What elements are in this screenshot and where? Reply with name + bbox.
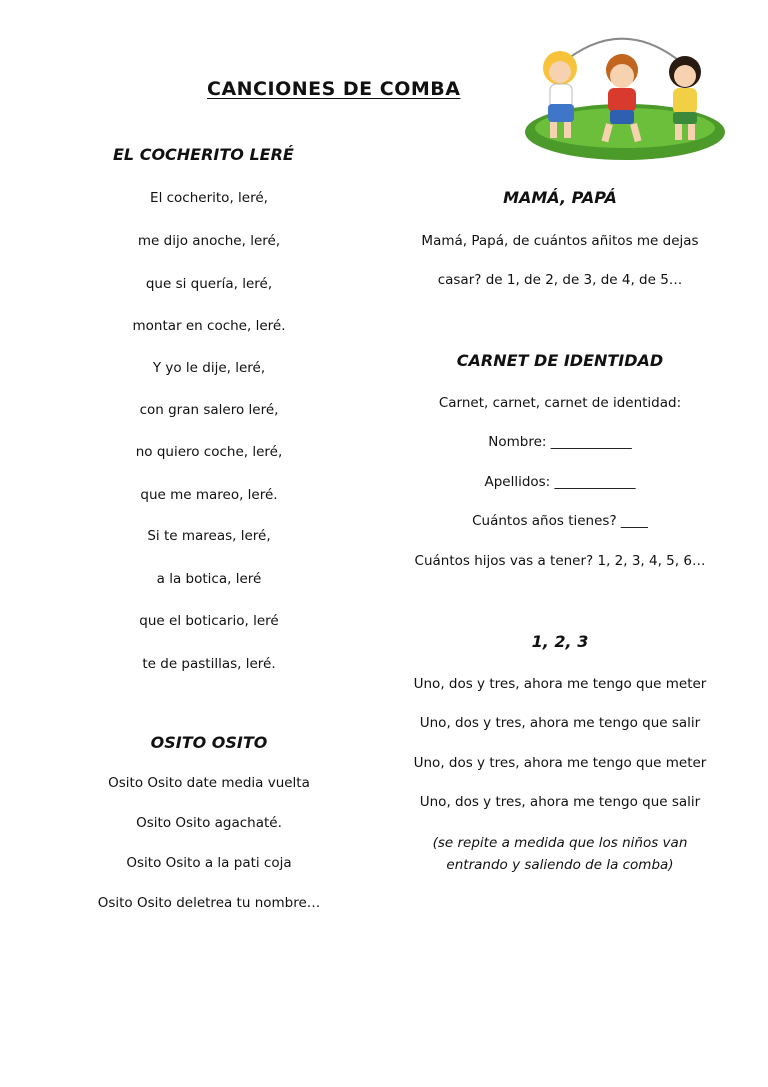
song-heading-uno-dos-tres: 1, 2, 3 xyxy=(531,632,589,651)
lyric-line: Osito Osito agachaté. xyxy=(136,815,282,831)
song-heading-cocherito: EL COCHERITO LERÉ xyxy=(113,145,294,164)
lyric-line: Osito Osito a la pati coja xyxy=(126,855,292,871)
lyric-line: Uno, dos y tres, ahora me tengo que meter xyxy=(413,676,707,692)
page-title: CANCIONES DE COMBA xyxy=(207,78,461,100)
lyric-line: El cocherito, leré, xyxy=(150,190,268,206)
lyric-line: Nombre: ____________ xyxy=(488,434,632,450)
song-heading-carnet: CARNET DE IDENTIDAD xyxy=(456,351,664,370)
lyric-line: Y yo le dije, leré, xyxy=(152,360,266,376)
lyric-line: que me mareo, leré. xyxy=(140,487,278,503)
lyric-line: que si quería, leré, xyxy=(145,276,273,292)
lyric-line: Uno, dos y tres, ahora me tengo que salir xyxy=(419,794,701,810)
lyric-line: Cuántos años tienes? ____ xyxy=(472,513,648,529)
lyric-line: Carnet, carnet, carnet de identidad: xyxy=(438,395,682,411)
song-heading-osito: OSITO OSITO xyxy=(150,733,268,752)
lyric-line: Uno, dos y tres, ahora me tengo que meter xyxy=(413,755,707,771)
jump-rope-children-illustration xyxy=(520,20,725,160)
lyric-line: Osito Osito date media vuelta xyxy=(108,775,310,791)
lyric-line: te de pastillas, leré. xyxy=(142,656,276,672)
lyric-line: Uno, dos y tres, ahora me tengo que salir xyxy=(419,715,701,731)
lyric-line: Mamá, Papá, de cuántos añitos me dejas xyxy=(421,233,699,249)
lyric-line: que el boticario, leré xyxy=(139,613,279,629)
lyric-line: casar? de 1, de 2, de 3, de 4, de 5… xyxy=(437,272,683,288)
lyric-line: con gran salero leré, xyxy=(139,402,279,418)
lyric-line: montar en coche, leré. xyxy=(132,318,286,334)
lyric-line: Cuántos hijos vas a tener? 1, 2, 3, 4, 5, 6… xyxy=(414,553,706,569)
lyric-line: Si te mareas, leré, xyxy=(147,528,271,544)
lyric-line: a la botica, leré xyxy=(156,571,262,587)
song-heading-mama-papa: MAMÁ, PAPÁ xyxy=(503,188,617,207)
lyric-line: no quiero coche, leré, xyxy=(135,444,283,460)
repeat-note: (se repite a medida que los niños van entrando y saliendo de la comba) xyxy=(432,835,688,873)
lyric-line: me dijo anoche, leré, xyxy=(137,233,281,249)
lyric-line: Apellidos: ____________ xyxy=(484,474,636,490)
lyric-line: Osito Osito deletrea tu nombre… xyxy=(97,895,321,911)
